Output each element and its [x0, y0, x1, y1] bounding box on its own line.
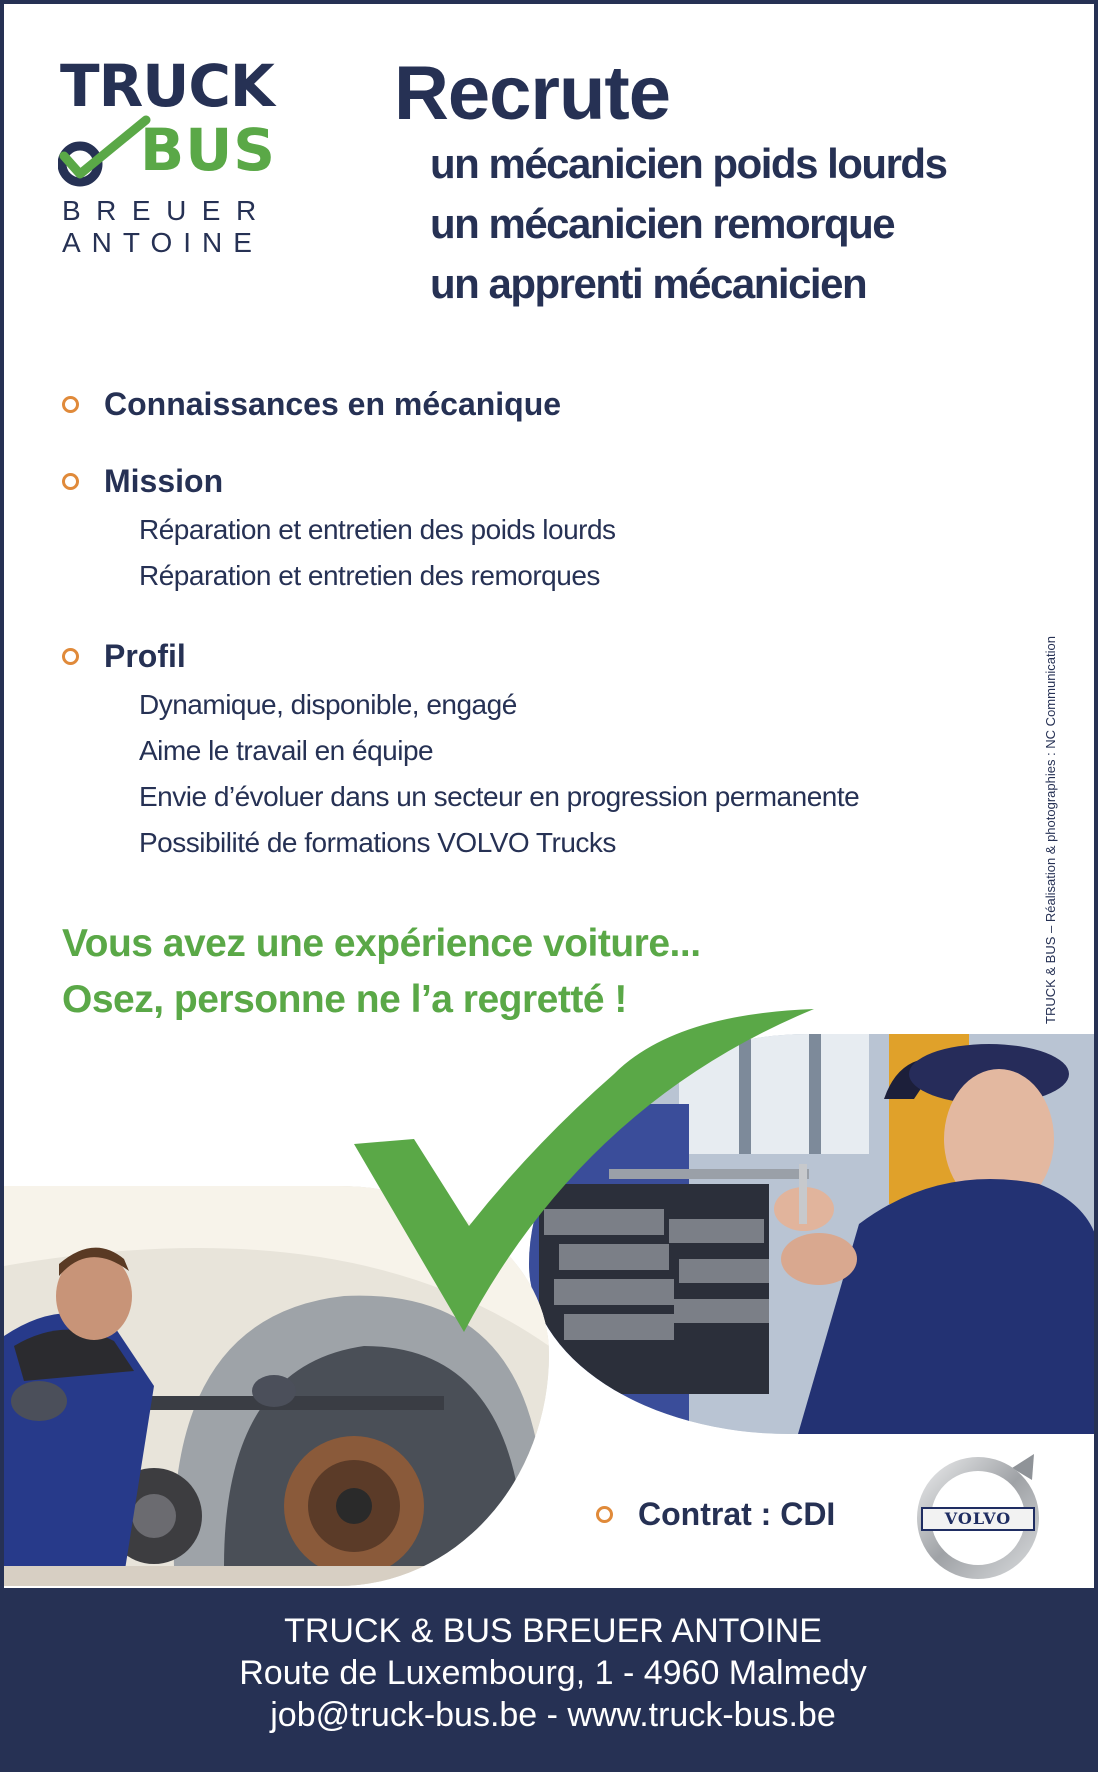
logo-breuer-text: BREUER [62, 195, 272, 226]
bullet-ring-icon [596, 1506, 613, 1523]
list-item: Dynamique, disponible, engagé [139, 689, 517, 720]
section-title: Connaissances en mécanique [104, 386, 562, 422]
position-item: un apprenti mécanicien [430, 260, 867, 307]
list-item: Aime le travail en équipe [139, 735, 434, 766]
photo-credit: TRUCK & BUS – Réalisation & photographies : NC Communication [1043, 635, 1058, 1024]
list-item: Réparation et entretien des poids lourds [139, 514, 616, 545]
tagline-line: Osez, personne ne l’a regretté ! [62, 978, 627, 1021]
footer [4, 1588, 1098, 1772]
tagline-line: Vous avez une expérience voiture... [62, 922, 701, 965]
volvo-logo-icon [916, 1450, 1048, 1582]
positions-list [430, 134, 946, 314]
footer-company: TRUCK & BUS BREUER ANTOINE [284, 1612, 822, 1650]
contract-label: Contrat : CDI [638, 1496, 836, 1532]
volvo-wordmark: VOLVO [944, 1509, 1012, 1528]
profile-list [139, 682, 859, 866]
section-profile [62, 636, 859, 866]
bullet-ring-icon [62, 648, 79, 665]
contract-info [596, 1494, 835, 1534]
section-title: Profil [104, 638, 186, 674]
footer-contact: job@truck-bus.be - www.truck-bus.be [270, 1696, 836, 1734]
section-knowledge [62, 384, 561, 424]
logo-antoine-text: ANTOINE [62, 227, 263, 258]
section-title: Mission [104, 463, 224, 499]
list-item: Réparation et entretien des remorques [139, 560, 600, 591]
logo-bus-text: BUS [140, 116, 277, 184]
green-checkmark-icon [344, 994, 824, 1334]
bullet-ring-icon [62, 473, 79, 490]
list-item: Envie d’évoluer dans un secteur en progression permanente [139, 781, 860, 812]
list-item: Possibilité de formations VOLVO Trucks [139, 827, 616, 858]
page-title: Recrute [394, 51, 670, 136]
footer-address: Route de Luxembourg, 1 - 4960 Malmedy [239, 1654, 867, 1692]
position-item: un mécanicien poids lourds [430, 140, 947, 187]
position-item: un mécanicien remorque [430, 200, 895, 247]
section-mission [62, 461, 616, 599]
bullet-ring-icon [62, 396, 79, 413]
company-logo [60, 52, 280, 266]
mission-list [139, 507, 616, 599]
logo-truck-text: TRUCK [60, 52, 274, 120]
